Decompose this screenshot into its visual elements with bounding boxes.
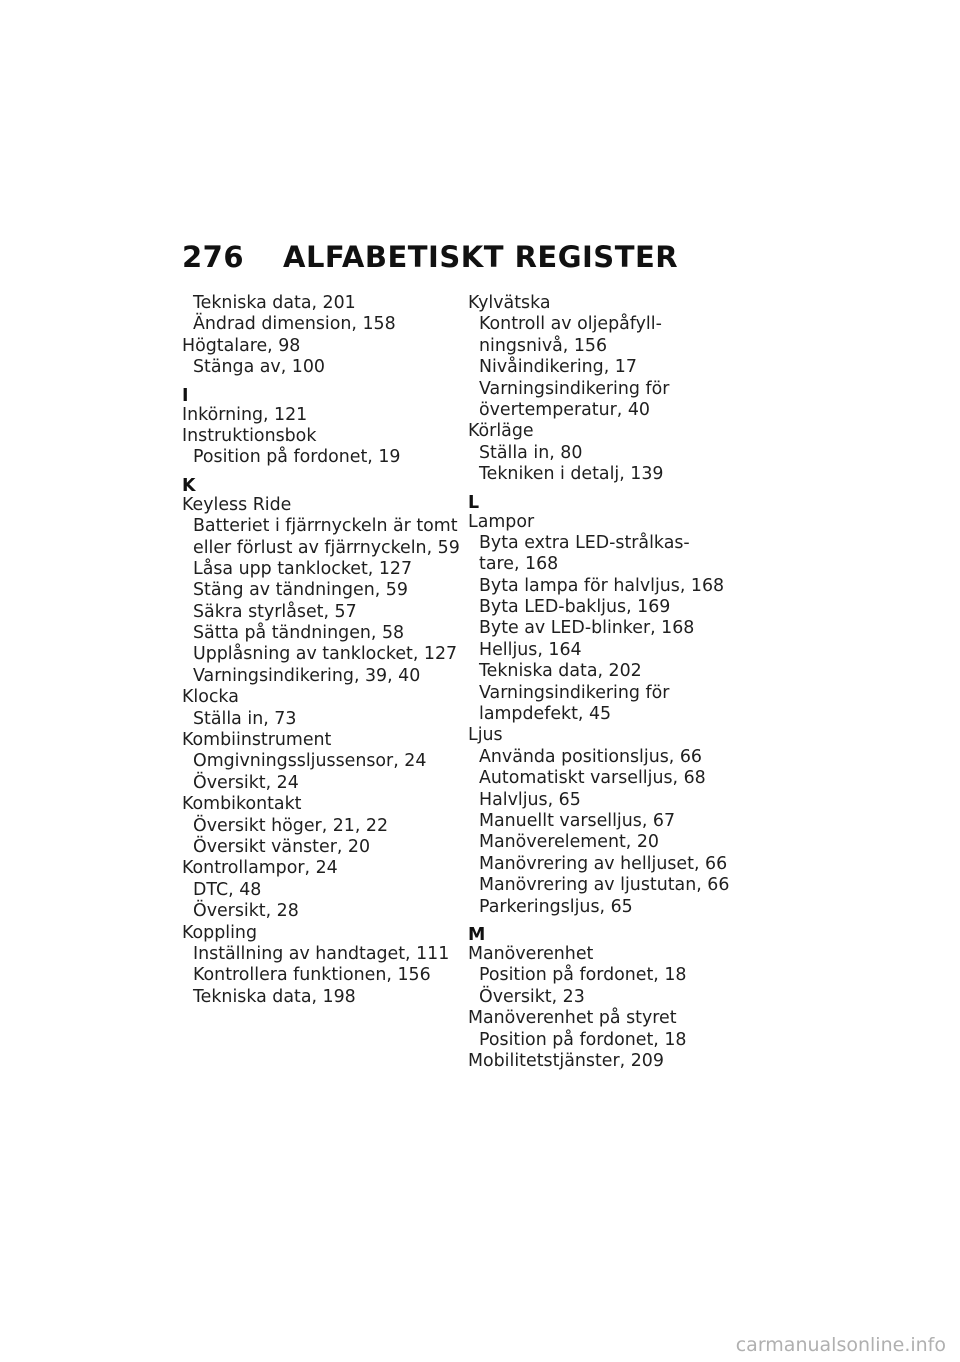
index-entry: Kontrollampor, 24: [182, 858, 338, 879]
index-subentry: ningsnivå, 156: [479, 335, 608, 356]
index-subentry: Stäng av tändningen, 59: [193, 580, 408, 601]
index-subentry: Byta extra LED-strålkas-: [479, 532, 690, 553]
index-entry: Mobilitetstjänster, 209: [468, 1050, 664, 1071]
index-entry: Keyless Ride: [182, 494, 292, 515]
index-entry: Ljus: [468, 725, 503, 746]
index-entry: Manöverenhet: [468, 943, 594, 964]
index-subentry: Översikt, 28: [193, 901, 299, 922]
index-subentry: Kontroll av oljepåfyll-: [479, 314, 662, 335]
index-entry: Instruktionsbok: [182, 425, 317, 446]
index-subentry: Manövrering av ljustutan, 66: [479, 875, 730, 896]
index-subentry: Översikt vänster, 20: [193, 836, 371, 857]
index-subentry: Tekniska data, 201: [193, 293, 356, 313]
index-column-right: [468, 293, 748, 1072]
index-section-letter: M: [468, 924, 486, 945]
index-subentry: Byta LED-bakljus, 169: [479, 597, 671, 618]
index-subentry: Låsa upp tanklocket, 127: [193, 558, 413, 579]
index-subentry: Översikt höger, 21, 22: [193, 815, 389, 836]
index-subentry: Upplåsning av tanklocket, 127: [193, 644, 458, 665]
index-section-letter: K: [182, 475, 196, 496]
index-subentry: Automatiskt varselljus, 68: [479, 768, 706, 789]
index-subentry: Översikt, 23: [479, 986, 585, 1007]
index-subentry: Helljus, 164: [479, 639, 582, 660]
index-subentry: Byte av LED-blinker, 168: [479, 618, 695, 639]
index-subentry: Manövrering av helljuset, 66: [479, 853, 728, 874]
index-section-letter: L: [468, 492, 480, 513]
index-entry: Kombiinstrument: [182, 730, 332, 751]
index-subentry: Position på fordonet, 18: [479, 1029, 687, 1050]
index-subentry: Sätta på tändningen, 58: [193, 623, 405, 644]
index-subentry: DTC, 48: [193, 879, 262, 900]
index-subentry: Manöverelement, 20: [479, 832, 659, 853]
index-subentry: Position på fordonet, 18: [479, 965, 687, 986]
index-subentry: Parkeringsljus, 65: [479, 896, 633, 917]
index-subentry: Varningsindikering för: [479, 682, 670, 703]
index-entry: Lampor: [468, 511, 535, 532]
index-entry: Högtalare, 98: [182, 335, 301, 356]
index-subentry: Varningsindikering för: [479, 378, 670, 399]
index-entry: Manöverenhet på styret: [468, 1008, 677, 1029]
watermark-text: carmanualsonline.info: [735, 1334, 946, 1356]
index-entry: Kylvätska: [468, 293, 551, 313]
index-subentry: Kontrollera funktionen, 156: [193, 965, 431, 986]
index-subentry: övertemperatur, 40: [479, 399, 650, 420]
index-entry: Kombikontakt: [182, 794, 302, 815]
index-subentry: Ställa in, 73: [193, 708, 297, 729]
page-header: [182, 240, 678, 274]
index-subentry: Översikt, 24: [193, 772, 299, 793]
index-subentry: Varningsindikering, 39, 40: [193, 665, 421, 686]
index-subentry: Ändrad dimension, 158: [193, 314, 396, 335]
index-subentry: Tekniken i detalj, 139: [479, 464, 664, 485]
index-subentry: lampdefekt, 45: [479, 704, 612, 725]
index-subentry: Omgivningssljussensor, 24: [193, 751, 427, 772]
index-subentry: Byta lampa för halvljus, 168: [479, 575, 725, 596]
page-number: 276: [182, 240, 245, 274]
index-column-left: [182, 293, 462, 1008]
index-subentry: Position på fordonet, 19: [193, 447, 401, 468]
index-subentry: Halvljus, 65: [479, 789, 581, 810]
index-subentry: Stänga av, 100: [193, 357, 325, 378]
index-subentry: Tekniska data, 198: [193, 986, 356, 1007]
index-subentry: eller förlust av fjärrnyckeln, 59: [193, 537, 460, 558]
index-entry: Körläge: [468, 421, 534, 442]
index-section-letter: I: [182, 385, 189, 406]
index-subentry: tare, 168: [479, 554, 559, 575]
index-entry: Koppling: [182, 922, 257, 943]
index-subentry: Nivåindikering, 17: [479, 357, 637, 378]
index-entry: Inkörning, 121: [182, 404, 308, 425]
page-title: ALFABETISKT REGISTER: [283, 240, 679, 274]
index-subentry: Säkra styrlåset, 57: [193, 601, 357, 622]
index-subentry: Inställning av handtaget, 111: [193, 943, 450, 964]
index-subentry: Manuellt varselljus, 67: [479, 810, 676, 831]
index-subentry: Ställa in, 80: [479, 442, 583, 463]
index-subentry: Använda positionsljus, 66: [479, 746, 702, 767]
index-subentry: Tekniska data, 202: [479, 661, 642, 682]
index-subentry: Batteriet i fjärrnyckeln är tomt: [193, 516, 458, 537]
index-entry: Klocka: [182, 687, 239, 708]
